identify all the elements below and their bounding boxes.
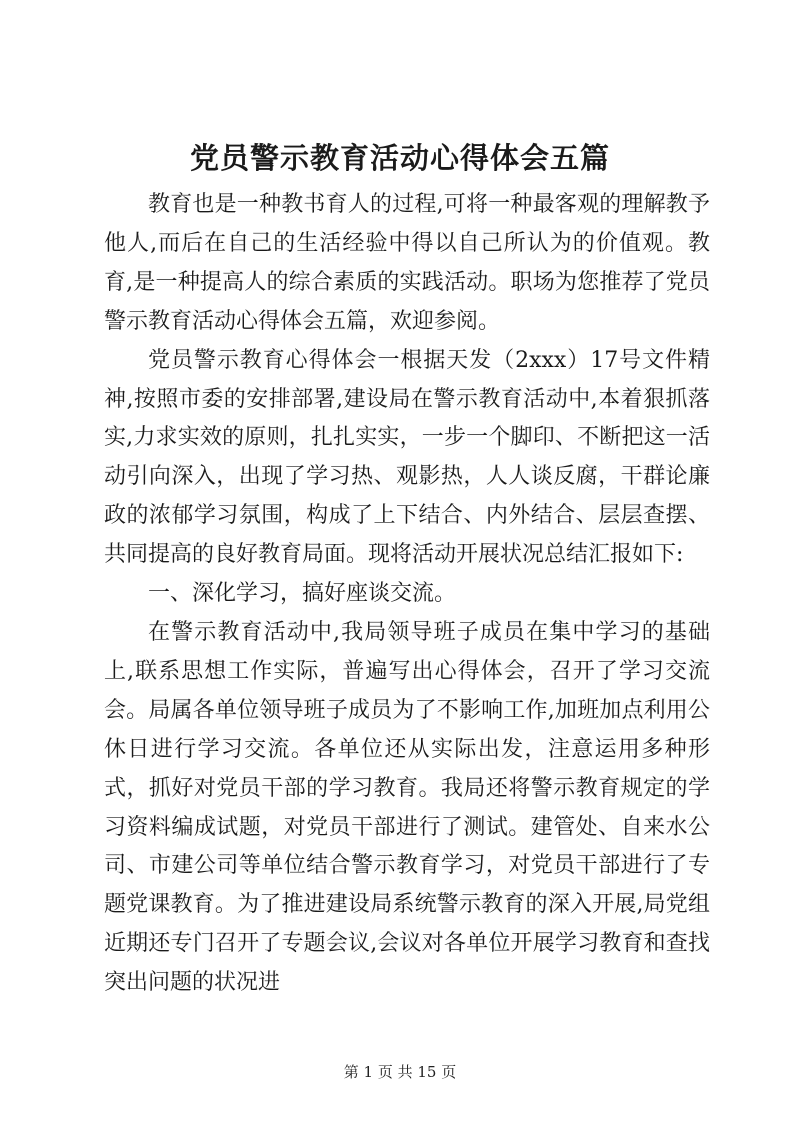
paragraph-intro: 教育也是一种教书育人的过程,可将一种最客观的理解教予他人,而后在自己的生活经验中得以自己所认为的价值观。教育,是一种提高人的综合素质的实践活动。职场为您推荐了党员警示教育活动心得体会五篇，欢迎参阅。 <box>104 192 710 334</box>
section-heading-one: 一、深化学习，搞好座谈交流。 <box>148 581 457 607</box>
page-number-footer: 第 1 页 共 15 页 <box>343 1063 457 1081</box>
paragraph-article-one: 党员警示教育心得体会一根据天发（2xxx）17号文件精神,按照市委的安排部署,建设局在警示教育活动中,本着狠抓落实,力求实效的原则，扎扎实实，一步一个脚印、不断把这一活动引向深入，出现了学习热、观影热，人人谈反腐，干群论廉政的浓郁学习氛围，构成了上下结合、内外结合、层层查摆、共同提高的良好教育局面。现将活动开展状况总结汇报如下: <box>104 347 710 568</box>
document-body <box>104 186 710 1003</box>
document-title: 党员警示教育活动心得体会五篇 <box>189 141 610 175</box>
paragraph-section-one: 在警示教育活动中,我局领导班子成员在集中学习的基础上,联系思想工作实际，普遍写出心得体会，召开了学习交流会。局属各单位领导班子成员为了不影响工作,加班加点利用公休日进行学习交流。各单位还从实际出发，注意运用多种形式，抓好对党员干部的学习教育。我局还将警示教育规定的学习资料编成试题，对党员干部进行了测试。建管处、自来水公司、市建公司等单位结合警示教育学习，对党员干部进行了专题党课教育。为了推进建设局系统警示教育的深入开展,局党组近期还专门召开了专题会议,会议对各单位开展学习教育和查找突出问题的状况进 <box>104 619 710 996</box>
